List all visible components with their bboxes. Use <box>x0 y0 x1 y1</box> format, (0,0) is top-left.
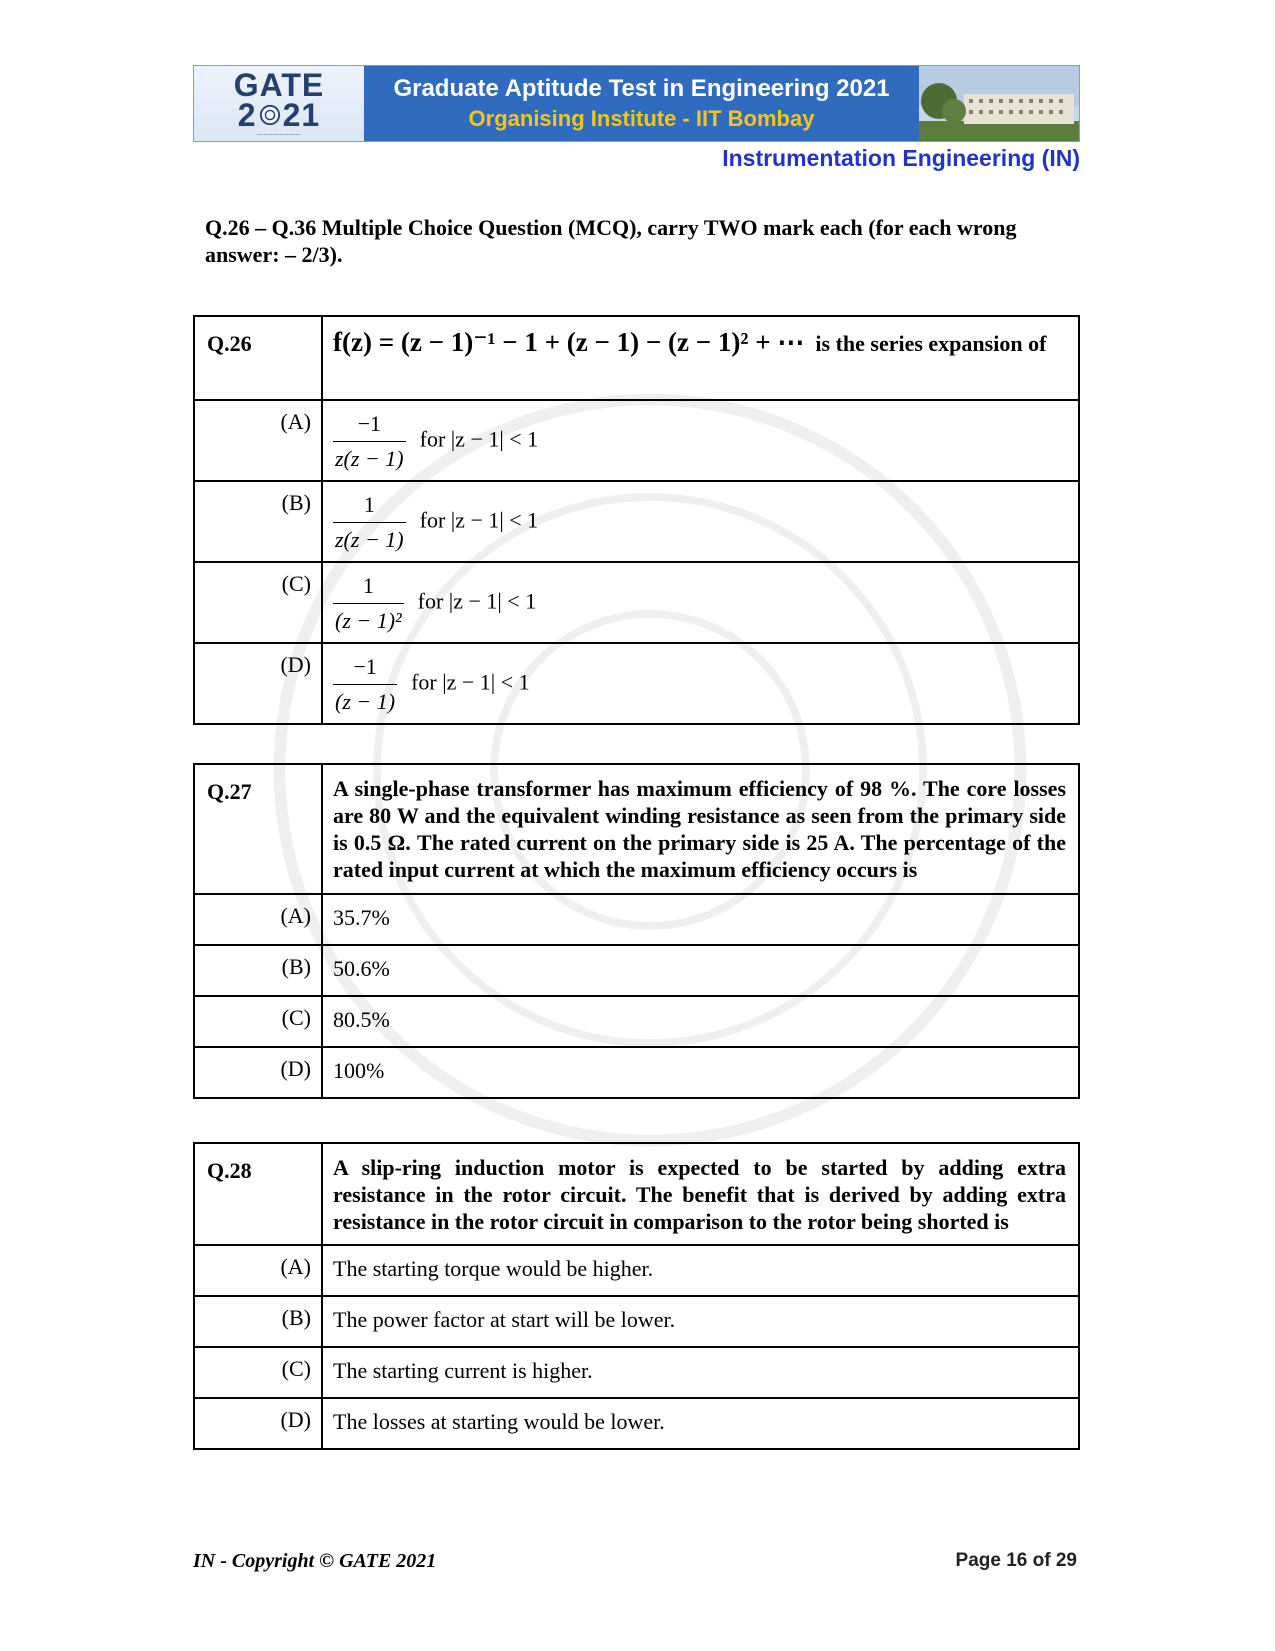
option-row[interactable] <box>194 1398 1079 1449</box>
option-label: (C) <box>194 562 322 643</box>
option-text[interactable]: The power factor at start will be lower. <box>322 1296 1079 1347</box>
question-26 <box>193 315 1080 725</box>
denominator: (z − 1)² <box>333 603 404 636</box>
option-row[interactable] <box>194 643 1079 724</box>
option-text[interactable]: 50.6% <box>322 945 1079 996</box>
subject-title: Instrumentation Engineering (IN) <box>722 145 1080 171</box>
building-image-icon <box>919 66 1079 141</box>
condition: for |z − 1| < 1 <box>417 588 537 614</box>
condition: for |z − 1| < 1 <box>419 426 539 452</box>
option-label: (D) <box>194 643 322 724</box>
numerator: 1 <box>363 492 375 517</box>
option-text[interactable]: 35.7% <box>322 894 1079 945</box>
fraction <box>333 652 397 717</box>
fraction <box>333 409 406 474</box>
fraction <box>333 490 406 555</box>
option-text[interactable]: 80.5% <box>322 996 1079 1047</box>
option-label: (D) <box>194 1398 322 1449</box>
logo-word: GATE <box>233 66 325 103</box>
stem-text: is the series expansion of <box>815 331 1047 356</box>
numerator: −1 <box>353 654 377 679</box>
condition: for |z − 1| < 1 <box>419 507 539 533</box>
section-instructions: Q.26 – Q.36 Multiple Choice Question (MCQ), carry TWO mark each (for each wrong answer: – 2/3). <box>205 215 1017 267</box>
option-label: (B) <box>194 1296 322 1347</box>
option-label: (D) <box>194 1047 322 1098</box>
option-text[interactable] <box>322 562 1079 643</box>
option-row[interactable] <box>194 996 1079 1047</box>
option-label: (B) <box>194 945 322 996</box>
option-text[interactable]: The starting current is higher. <box>322 1347 1079 1398</box>
option-row[interactable] <box>194 1347 1079 1398</box>
gate-banner <box>193 65 1080 142</box>
option-text[interactable] <box>322 481 1079 562</box>
condition: for |z − 1| < 1 <box>411 669 530 695</box>
option-text[interactable]: The losses at starting would be lower. <box>322 1398 1079 1449</box>
copyright-footer: IN - Copyright © GATE 2021 <box>193 1550 437 1572</box>
question-stem: A single-phase transformer has maximum efficiency of 98 %. The core losses are 80 W and the equivalent winding resistance as seen from the primary side is 0.5 Ω. The rated current on the primary side is 25 A. The percentage of the rated input current at which the maximum efficiency occurs is <box>322 764 1079 894</box>
numerator: −1 <box>357 411 382 436</box>
series-expression: f(z) = (z − 1)⁻¹ − 1 + (z − 1) − (z − 1)² + ⋯ <box>333 327 805 357</box>
option-label: (C) <box>194 996 322 1047</box>
option-row[interactable] <box>194 481 1079 562</box>
option-text[interactable]: 100% <box>322 1047 1079 1098</box>
option-text[interactable] <box>322 643 1079 724</box>
question-28 <box>193 1142 1080 1450</box>
exam-title: Graduate Aptitude Test in Engineering 2021 <box>393 75 890 102</box>
option-label: (A) <box>194 894 322 945</box>
logo-year-right: 21 <box>282 96 321 133</box>
option-label: (A) <box>194 400 322 481</box>
question-number: Q.28 <box>194 1143 322 1245</box>
question-27 <box>193 763 1080 1099</box>
option-row[interactable] <box>194 894 1079 945</box>
page-number: Page 16 of 29 <box>955 1550 1077 1571</box>
option-row[interactable] <box>194 1047 1079 1098</box>
option-text[interactable] <box>322 400 1079 481</box>
option-text[interactable]: The starting torque would be higher. <box>322 1245 1079 1296</box>
denominator: z(z − 1) <box>333 522 406 555</box>
iit-emblem-icon <box>259 104 281 126</box>
fraction <box>333 571 404 636</box>
question-number: Q.27 <box>194 764 322 894</box>
option-row[interactable] <box>194 1245 1079 1296</box>
option-label: (C) <box>194 1347 322 1398</box>
logo-year <box>237 96 321 133</box>
option-row[interactable] <box>194 400 1079 481</box>
logo-caption-line: ———————— <box>257 131 301 138</box>
option-label: (A) <box>194 1245 322 1296</box>
option-label: (B) <box>194 481 322 562</box>
numerator: 1 <box>362 573 374 598</box>
banner-title-box <box>364 66 919 141</box>
logo-year-left: 2 <box>237 96 257 133</box>
option-row[interactable] <box>194 562 1079 643</box>
question-stem <box>322 316 1079 400</box>
question-stem: A slip-ring induction motor is expected to be started by adding extra resistance in the rotor circuit. The benefit that is derived by adding extra resistance in the rotor circuit in comparison to the rotor being shorted is <box>322 1143 1079 1245</box>
option-row[interactable] <box>194 945 1079 996</box>
denominator: (z − 1) <box>333 684 397 717</box>
organiser-title: Organising Institute - IIT Bombay <box>468 106 815 131</box>
institute-building-photo <box>919 66 1079 141</box>
denominator: z(z − 1) <box>333 441 406 474</box>
gate-logo <box>194 66 364 141</box>
question-number: Q.26 <box>194 316 322 400</box>
option-row[interactable] <box>194 1296 1079 1347</box>
